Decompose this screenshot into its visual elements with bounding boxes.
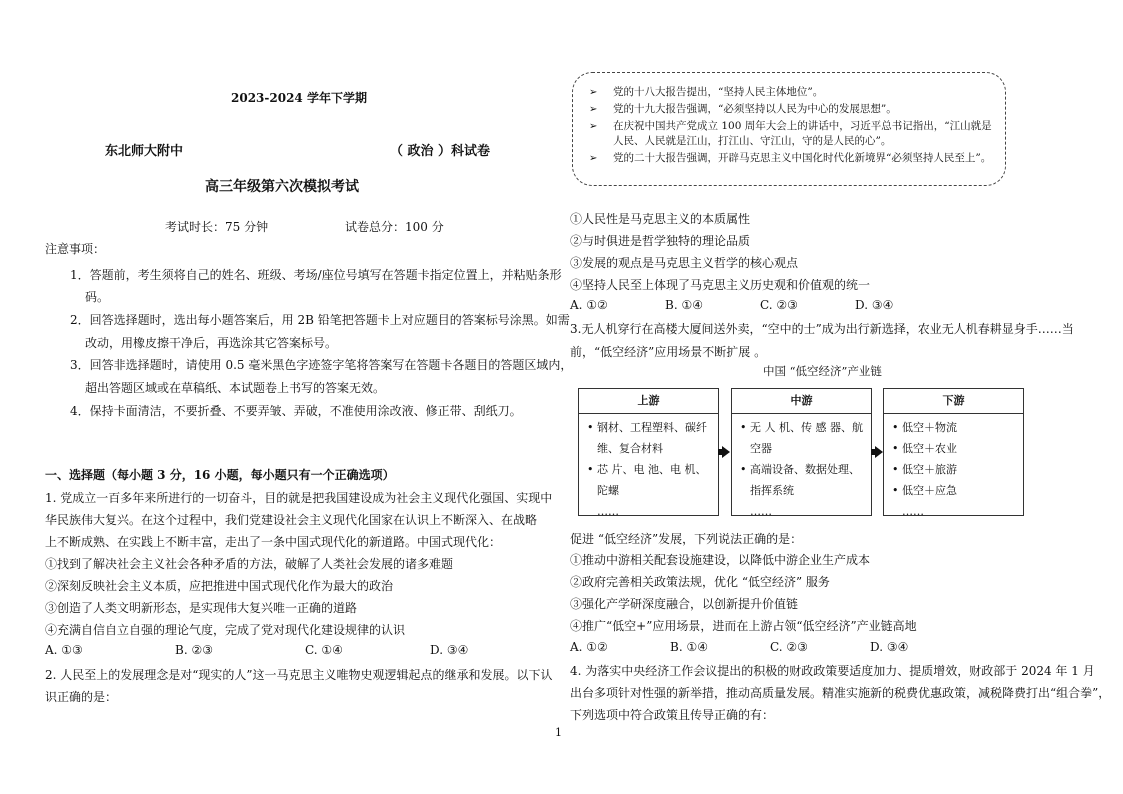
q3-stem-line: 3.无人机穿行在高楼大厦间送外卖，“空中的士”成为出行新选择，农业无人机春耕显身手……当 [570,322,1074,336]
q1-option-a[interactable]: A. ①③ [45,643,83,657]
q4-stem-line: 下列选项中符合政策且传导正确的有： [570,708,775,722]
q1-stem-line: 1. 党成立一百多年来所进行的一切奋斗，目的就是把我国建设成为社会主义现代化强国、实现中 [45,491,553,505]
q1-item: ③创造了人类文明新形态，是实现伟大复兴唯一正确的道路 [45,601,358,615]
section-title: 一、选择题（每小题 3 分，16 小题，每小题只有一个正确选项） [45,468,395,482]
upstream-item: • 钢材、工程塑料、碳纤 [587,421,707,434]
right-arrow-icon [722,446,730,458]
quote-box: ➢ 党的十八大报告提出，“坚持人民主体地位”。 ➢ 党的十九大报告强调，“必须坚持以人民为中心的发展思想”。 ➢ 在庆祝中国共产党成立 100 周年大会上的讲话中，习近平总书记指出，“江山就是人民、人民就是江山，打江山、守江山，守的是人民的心”。 ➢ 党的二十大报告强调，开辟马克思主义中国化时代化新境界“必须坚持人民至上”。 [572,72,1006,186]
upstream-box [578,388,719,516]
q3-item: ④推广“低空+”应用场景，进而在上游占领“低空经济”产业链高地 [570,619,917,633]
q2-stem-line: 2. 人民至上的发展理念是对“现实的人”这一马克思主义唯物史观逻辑起点的继承和发展。以下认 [45,668,553,682]
midstream-heading: 中游 [732,389,871,414]
upstream-item: • 芯 片、电 池、电 机、 [587,463,707,476]
page-number: 1 [555,726,562,739]
q1-stem-line: 华民族伟大复兴。在这个过程中，我们党建设社会主义现代化国家在认识上不断深入、在战略 [45,513,538,527]
arrow-bullet-icon: ➢ [589,87,598,98]
notes-title: 注意事项： [45,242,106,256]
q3-option-a[interactable]: A. ①② [570,640,608,654]
exam-year: 2023-2024 学年下学期 [231,91,367,105]
q1-option-b[interactable]: B. ②③ [175,643,213,657]
midstream-item: • 高端设备、数据处理、 [740,463,860,476]
upstream-item: 维、复合材料 [597,442,663,455]
note-line: 1．答题前，考生须将自己的姓名、班级、考场/座位号填写在答题卡指定位置上，并粘贴条形 [70,268,562,282]
q2-option-a[interactable]: A. ①② [570,298,608,312]
q2-item: ③发展的观点是马克思主义哲学的核心观点 [570,256,799,270]
q3-item: ②政府完善相关政策法规，优化 “低空经济” 服务 [570,575,830,589]
right-column [570,0,1111,794]
q1-option-c[interactable]: C. ①④ [305,643,343,657]
upstream-item: …… [597,505,619,518]
midstream-box [731,388,872,516]
downstream-box [883,388,1024,516]
exam-title: 高三年级第六次模拟考试 [205,179,359,195]
note-line: 3．回答非选择题时，请使用 0.5 毫米黑色字迹签字笔将答案写在答题卡各题目的答题区域内， [70,358,573,372]
q2-stem-line: 识正确的是： [45,690,118,704]
q3-option-b[interactable]: B. ①④ [670,640,708,654]
exam-total-score: 试卷总分：100 分 [345,220,444,234]
left-column [45,0,573,794]
q3-stem: 促进 “低空经济”发展，下列说法正确的是： [570,532,803,546]
school-name: 东北师大附中 [105,144,184,159]
note-line: 超出答题区域或在草稿纸、本试题卷上书写的答案无效。 [85,381,386,395]
downstream-heading: 下游 [884,389,1023,414]
q2-option-c[interactable]: C. ②③ [760,298,798,312]
note-line: 改动，用橡皮擦干净后，再选涂其它答案标号。 [85,336,338,350]
q3-item: ①推动中游相关配套设施建设，以降低中游企业生产成本 [570,553,871,567]
arrow-bullet-icon: ➢ [589,153,598,164]
upstream-item: 陀螺 [597,484,619,497]
q2-item: ①人民性是马克思主义的本质属性 [570,212,751,226]
downstream-item: …… [902,505,924,518]
upstream-list [587,417,712,522]
q3-item: ③强化产学研深度融合，以创新提升价值链 [570,597,799,611]
arrow-bullet-icon: ➢ [589,121,598,132]
q2-item: ②与时俱进是哲学独特的理论品质 [570,234,751,248]
downstream-item: • 低空＋旅游 [892,463,957,476]
q3-stem-line: 前，“低空经济”应用场景不断扩展 。 [570,345,767,359]
q1-stem-line: 上不断成熟、在实践上不断丰富，走出了一条中国式现代化的新道路。中国式现代化： [45,535,502,549]
q1-option-d[interactable]: D. ③④ [430,643,469,657]
q1-item: ②深刻反映社会主义本质，应把推进中国式现代化作为最大的政治 [45,579,394,593]
upstream-heading: 上游 [579,389,718,414]
downstream-list [892,417,1017,522]
exam-duration: 考试时长：75 分钟 [165,220,269,234]
industry-chain-title: 中国 “低空经济”产业链 [763,364,882,378]
midstream-item: 指挥系统 [750,484,794,497]
q2-option-d[interactable]: D. ③④ [855,298,894,312]
q2-item: ④坚持人民至上体现了马克思主义历史观和价值观的统一 [570,278,871,292]
subject-title: （ 政治 ）科试卷 [390,144,491,159]
right-arrow-icon [875,446,883,458]
midstream-item: …… [750,505,772,518]
q2-option-b[interactable]: B. ①④ [665,298,703,312]
q3-option-c[interactable]: C. ②③ [770,640,808,654]
q1-item: ①找到了解决社会主义社会各种矛盾的方法，破解了人类社会发展的诸多难题 [45,557,454,571]
midstream-item: 空器 [750,442,772,455]
arrow-bullet-icon: ➢ [589,104,598,115]
q1-item: ④充满自信自立自强的理论气度，完成了党对现代化建设规律的认识 [45,623,406,637]
note-line: 4．保持卡面清洁，不要折叠、不要弄皱、弄破，不准使用涂改液、修正带、刮纸刀。 [70,404,522,418]
downstream-item: • 低空＋物流 [892,421,957,434]
downstream-item: • 低空＋农业 [892,442,957,455]
downstream-item: • 低空＋应急 [892,484,957,497]
midstream-item: • 无 人 机、传 感 器、航 [740,421,863,434]
midstream-list [740,417,865,522]
q4-stem-line: 出台多项针对性强的新举措，推动高质量发展。精准实施新的税费优惠政策，减税降费打出“组合拳”， [570,686,1111,700]
q4-stem-line: 4. 为落实中央经济工作会议提出的积极的财政政策要适度加力、提质增效，财政部于 2024 年 1 月 [570,664,1095,678]
note-line: 码。 [85,290,110,304]
note-line: 2．回答选择题时，选出每小题答案后，用 2B 铅笔把答题卡上对应题目的答案标号涂黑。如需 [70,313,570,327]
q3-option-d[interactable]: D. ③④ [870,640,909,654]
